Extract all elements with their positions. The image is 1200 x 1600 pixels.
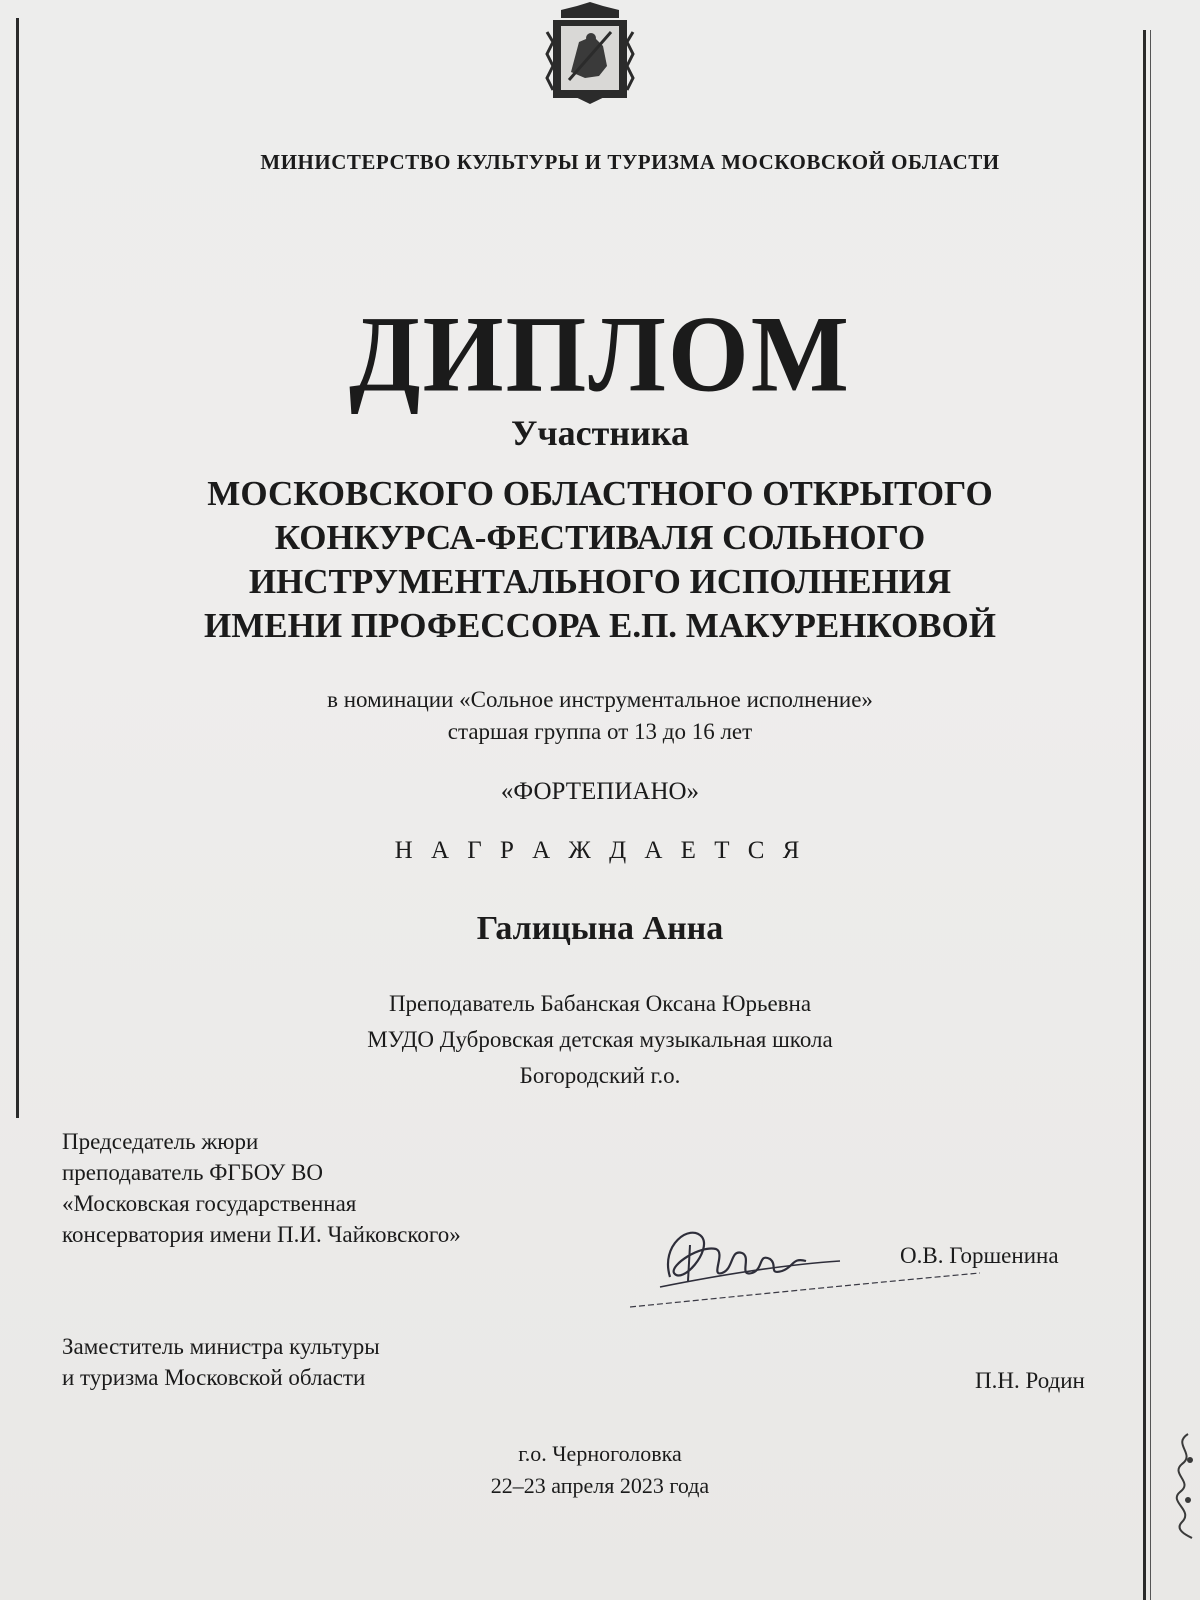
teacher-block — [0, 986, 1200, 1094]
age-group-text: старшая группа от 13 до 16 лет — [447, 719, 753, 744]
jury-chair-block — [62, 1126, 461, 1250]
footer-block — [0, 1438, 1200, 1502]
right-border-line — [1143, 30, 1146, 1600]
place-text: г.о. Черноголовка — [518, 1441, 682, 1466]
chair-title-line: преподаватель ФГБОУ ВО — [62, 1160, 324, 1185]
deputy-name: П.Н. Родин — [975, 1368, 1085, 1393]
diploma-subtitle: Участника — [510, 413, 690, 453]
chair-title-line: «Московская государственная — [62, 1191, 357, 1216]
deputy-minister-block — [62, 1331, 380, 1393]
deputy-title-line: Заместитель министра культуры — [62, 1334, 380, 1359]
contest-name — [0, 472, 1200, 648]
chair-title-line: консерватория имени П.И. Чайковского» — [62, 1222, 461, 1247]
instrument-label: «ФОРТЕПИАНО» — [500, 778, 700, 805]
contest-line: МОСКОВСКОГО ОБЛАСТНОГО ОТКРЫТОГО — [207, 474, 993, 513]
district-line: Богородский г.о. — [519, 1063, 681, 1088]
deputy-title-line: и туризма Московской области — [62, 1365, 366, 1390]
teacher-line: Преподаватель Бабанская Оксана Юрьевна — [388, 991, 812, 1016]
nomination-text: в номинации «Сольное инструментальное исполнение» — [327, 687, 873, 712]
ministry-header: МИНИСТЕРСТВО КУЛЬТУРЫ И ТУРИЗМА МОСКОВСКОЙ ОБЛАСТИ — [260, 150, 1000, 174]
chair-name: О.В. Горшенина — [900, 1243, 1059, 1268]
diploma-title: ДИПЛОМ — [349, 294, 851, 415]
school-line: МУДО Дубровская детская музыкальная школа — [367, 1027, 833, 1052]
nomination-block — [0, 684, 1200, 748]
contest-line: ИМЕНИ ПРОФЕССОРА Е.П. МАКУРЕНКОВОЙ — [204, 606, 996, 645]
date-text: 22–23 апреля 2023 года — [490, 1473, 710, 1498]
chair-title-line: Председатель жюри — [62, 1129, 259, 1154]
contest-line: ИНСТРУМЕНТАЛЬНОГО ИСПОЛНЕНИЯ — [248, 562, 952, 601]
right-border-line-thin — [1150, 30, 1151, 1600]
laureate-name: Галицына Анна — [476, 910, 724, 947]
decorative-ornament-icon — [1168, 1430, 1200, 1540]
contest-line: КОНКУРСА-ФЕСТИВАЛЯ СОЛЬНОГО — [274, 518, 926, 557]
handwritten-signature — [630, 1215, 990, 1325]
coat-of-arms-moscow-oblast-icon — [541, 2, 639, 106]
awarded-label: Н А Г Р А Ж Д А Е Т С Я — [394, 837, 806, 864]
